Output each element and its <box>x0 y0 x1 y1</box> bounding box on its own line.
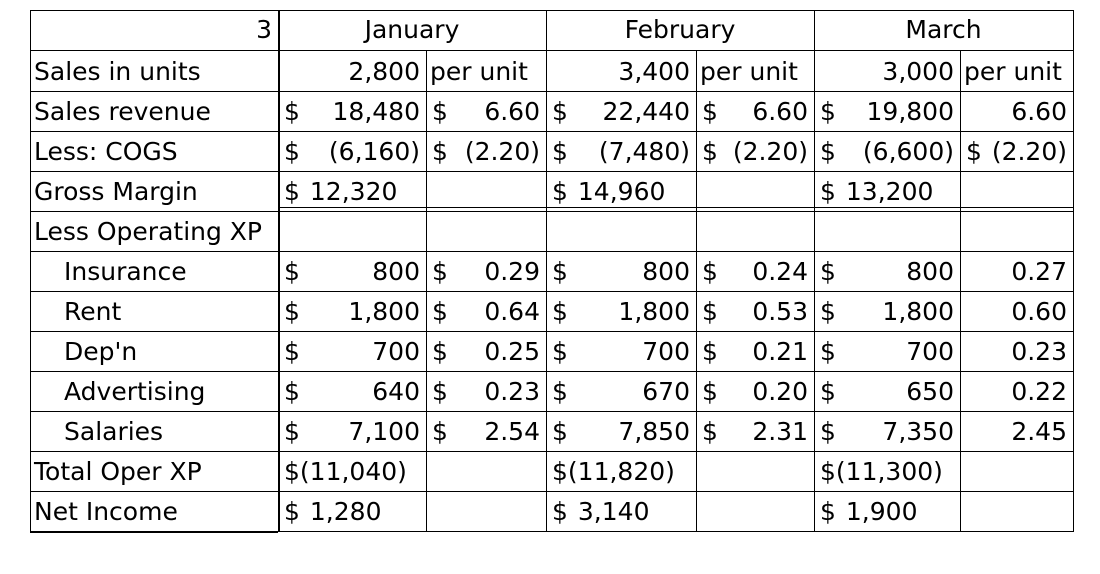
grid-line <box>278 531 1073 532</box>
row-label: Net Income <box>34 497 178 526</box>
currency-symbol: $ <box>432 257 448 286</box>
currency-cell <box>814 412 960 452</box>
currency-cell <box>278 412 426 452</box>
currency-amount: 800 <box>906 257 954 286</box>
currency-amount: 640 <box>372 377 420 406</box>
currency-symbol: $ <box>820 497 836 526</box>
row-label: Sales revenue <box>34 97 211 126</box>
currency-cell <box>814 452 960 492</box>
grid-line <box>960 50 961 532</box>
currency-symbol: $ <box>552 337 568 366</box>
currency-amount: (7,480) <box>598 137 690 166</box>
currency-amount: (2.20) <box>991 137 1067 166</box>
grid-line <box>30 171 1073 172</box>
currency-symbol: $ <box>820 137 836 166</box>
empty-cell <box>960 492 1073 532</box>
currency-cell <box>696 132 814 172</box>
currency-amount: 0.25 <box>484 337 540 366</box>
currency-symbol: $ <box>820 97 836 126</box>
empty-cell <box>960 452 1073 492</box>
currency-amount: (2.20) <box>464 137 540 166</box>
currency-amount: 0.29 <box>484 257 540 286</box>
value-cell: 0.22 <box>1011 377 1067 406</box>
currency-symbol: $ <box>284 177 300 206</box>
currency-amount: (11,040) <box>299 457 407 486</box>
currency-amount: 6.60 <box>484 97 540 126</box>
currency-amount: 7,850 <box>618 417 690 446</box>
empty-cell <box>426 492 546 532</box>
empty-cell <box>546 212 696 252</box>
currency-cell <box>814 292 960 332</box>
value-cell: 0.27 <box>1011 257 1067 286</box>
currency-symbol: $ <box>432 417 448 446</box>
currency-symbol: $ <box>432 97 448 126</box>
currency-amount: 800 <box>642 257 690 286</box>
month-header-january: January <box>364 15 460 44</box>
empty-cell <box>696 212 814 252</box>
currency-cell <box>426 412 546 452</box>
value-cell: 3,400 <box>618 57 690 86</box>
currency-amount: 2.54 <box>484 417 540 446</box>
currency-symbol: $ <box>552 377 568 406</box>
currency-symbol: $ <box>552 97 568 126</box>
currency-cell <box>426 252 546 292</box>
currency-symbol: $ <box>284 337 300 366</box>
currency-symbol: $ <box>284 257 300 286</box>
currency-amount: 1,280 <box>309 497 382 526</box>
currency-amount: 1,800 <box>882 297 954 326</box>
currency-cell <box>278 132 426 172</box>
currency-amount: 670 <box>642 377 690 406</box>
currency-symbol: $ <box>552 177 568 206</box>
currency-cell <box>546 372 696 412</box>
currency-amount: (11,820) <box>567 457 675 486</box>
month-header-march: March <box>905 15 982 44</box>
currency-amount: 14,960 <box>577 177 666 206</box>
currency-cell <box>426 332 546 372</box>
value-cell: 2.45 <box>1011 417 1067 446</box>
currency-cell <box>278 292 426 332</box>
currency-cell <box>696 92 814 132</box>
row-label: Less: COGS <box>34 137 178 166</box>
currency-amount: 2.31 <box>752 417 808 446</box>
currency-cell <box>426 132 546 172</box>
row-label: Salaries <box>64 417 164 446</box>
currency-symbol: $ <box>820 177 836 206</box>
value-cell: 2,800 <box>348 57 420 86</box>
currency-cell <box>546 452 696 492</box>
currency-amount: (6,600) <box>862 137 954 166</box>
currency-amount: 0.23 <box>484 377 540 406</box>
currency-cell <box>814 332 960 372</box>
currency-amount: 0.20 <box>752 377 808 406</box>
grid-line <box>30 331 1073 332</box>
grid-line <box>696 50 697 532</box>
currency-symbol: $ <box>702 137 718 166</box>
empty-cell <box>960 212 1073 252</box>
currency-symbol: $ <box>552 297 568 326</box>
row-label: Advertising <box>64 377 206 406</box>
empty-cell <box>426 212 546 252</box>
currency-symbol: $ <box>552 417 568 446</box>
grid-line <box>30 291 1073 292</box>
currency-cell <box>278 252 426 292</box>
empty-cell <box>426 172 546 212</box>
currency-amount: 7,350 <box>882 417 954 446</box>
currency-cell <box>278 92 426 132</box>
currency-amount: 0.21 <box>752 337 808 366</box>
currency-amount: 1,900 <box>845 497 918 526</box>
currency-cell <box>546 172 696 212</box>
currency-amount: 18,480 <box>332 97 420 126</box>
currency-cell <box>426 92 546 132</box>
empty-cell <box>696 172 814 212</box>
grid-line <box>546 10 547 532</box>
currency-cell <box>814 252 960 292</box>
currency-symbol: $ <box>702 257 718 286</box>
currency-amount: (11,300) <box>835 457 943 486</box>
value-cell: per unit <box>964 57 1062 86</box>
currency-cell <box>960 132 1073 172</box>
empty-cell <box>814 212 960 252</box>
currency-amount: 800 <box>372 257 420 286</box>
currency-amount: (2.20) <box>732 137 808 166</box>
row-label: Rent <box>64 297 122 326</box>
currency-cell <box>696 292 814 332</box>
empty-cell <box>696 452 814 492</box>
currency-symbol: $ <box>820 377 836 406</box>
row-label: Insurance <box>64 257 187 286</box>
currency-symbol: $ <box>552 497 568 526</box>
currency-cell <box>278 372 426 412</box>
grid-line <box>30 531 278 533</box>
empty-cell <box>960 172 1073 212</box>
currency-cell <box>546 492 696 532</box>
grid-line <box>30 211 1073 212</box>
currency-symbol: $ <box>284 297 300 326</box>
currency-cell <box>546 252 696 292</box>
currency-symbol: $ <box>432 377 448 406</box>
currency-symbol: $ <box>820 457 836 486</box>
currency-cell <box>696 332 814 372</box>
currency-amount: 700 <box>642 337 690 366</box>
currency-cell <box>546 412 696 452</box>
grid-line <box>278 10 279 532</box>
currency-amount: 1,800 <box>618 297 690 326</box>
currency-cell <box>546 292 696 332</box>
currency-symbol: $ <box>702 337 718 366</box>
currency-symbol: $ <box>820 337 836 366</box>
empty-cell <box>278 212 426 252</box>
grid-line <box>814 10 815 532</box>
currency-cell <box>426 372 546 412</box>
currency-cell <box>546 332 696 372</box>
currency-amount: 650 <box>906 377 954 406</box>
row-label: Sales in units <box>34 57 201 86</box>
currency-amount: 12,320 <box>309 177 398 206</box>
value-cell: per unit <box>700 57 798 86</box>
grid-line <box>1073 10 1074 532</box>
currency-amount: (6,160) <box>328 137 420 166</box>
empty-cell <box>426 452 546 492</box>
currency-symbol: $ <box>432 137 448 166</box>
currency-amount: 19,800 <box>866 97 954 126</box>
row-label: Total Oper XP <box>34 457 202 486</box>
currency-amount: 7,100 <box>348 417 420 446</box>
row-label: Less Operating XP <box>34 217 263 246</box>
currency-cell <box>696 372 814 412</box>
currency-cell <box>278 172 426 212</box>
currency-symbol: $ <box>284 97 300 126</box>
grid-line <box>30 371 1073 372</box>
grid-line <box>30 50 1073 51</box>
currency-cell <box>814 172 960 212</box>
value-cell: per unit <box>430 57 528 86</box>
currency-symbol: $ <box>820 297 836 326</box>
currency-cell <box>696 412 814 452</box>
value-cell: 0.23 <box>1011 337 1067 366</box>
grid-line <box>30 251 1073 252</box>
currency-symbol: $ <box>702 417 718 446</box>
currency-amount: 1,800 <box>348 297 420 326</box>
currency-cell <box>814 132 960 172</box>
grid-line <box>30 91 1073 92</box>
currency-amount: 700 <box>906 337 954 366</box>
value-cell: 3,000 <box>882 57 954 86</box>
currency-symbol: $ <box>820 417 836 446</box>
currency-cell <box>814 492 960 532</box>
currency-symbol: $ <box>966 137 982 166</box>
row-label: Gross Margin <box>34 177 198 206</box>
currency-symbol: $ <box>552 457 568 486</box>
currency-cell <box>278 492 426 532</box>
currency-amount: 0.53 <box>752 297 808 326</box>
row-label: Dep'n <box>64 337 138 366</box>
currency-amount: 6.60 <box>752 97 808 126</box>
currency-symbol: $ <box>702 377 718 406</box>
currency-symbol: $ <box>284 457 300 486</box>
currency-cell <box>546 132 696 172</box>
currency-symbol: $ <box>284 417 300 446</box>
currency-amount: 700 <box>372 337 420 366</box>
grid-line <box>30 451 1073 452</box>
currency-amount: 22,440 <box>602 97 690 126</box>
value-cell: 6.60 <box>1011 97 1067 126</box>
grid-line <box>30 491 1073 492</box>
currency-symbol: $ <box>820 257 836 286</box>
currency-symbol: $ <box>702 97 718 126</box>
currency-amount: 0.64 <box>484 297 540 326</box>
currency-symbol: $ <box>432 297 448 326</box>
currency-cell <box>426 292 546 332</box>
currency-amount: 0.24 <box>752 257 808 286</box>
currency-symbol: $ <box>552 257 568 286</box>
currency-symbol: $ <box>284 377 300 406</box>
currency-cell <box>814 372 960 412</box>
grid-line <box>30 10 31 532</box>
currency-cell <box>278 332 426 372</box>
currency-symbol: $ <box>284 497 300 526</box>
grid-line <box>30 411 1073 412</box>
currency-symbol: $ <box>284 137 300 166</box>
month-header-february: February <box>624 15 736 44</box>
currency-symbol: $ <box>432 337 448 366</box>
currency-amount: 13,200 <box>845 177 934 206</box>
empty-cell <box>696 492 814 532</box>
currency-cell <box>546 92 696 132</box>
currency-cell <box>278 452 426 492</box>
grid-line <box>30 10 1073 11</box>
grid-line <box>30 131 1073 132</box>
currency-amount: 3,140 <box>577 497 650 526</box>
grid-line <box>278 207 1073 208</box>
value-cell: 0.60 <box>1011 297 1067 326</box>
currency-cell <box>814 92 960 132</box>
grid-line <box>426 50 427 532</box>
currency-symbol: $ <box>702 297 718 326</box>
currency-symbol: $ <box>552 137 568 166</box>
currency-cell <box>696 252 814 292</box>
corner-label: 3 <box>256 15 272 44</box>
